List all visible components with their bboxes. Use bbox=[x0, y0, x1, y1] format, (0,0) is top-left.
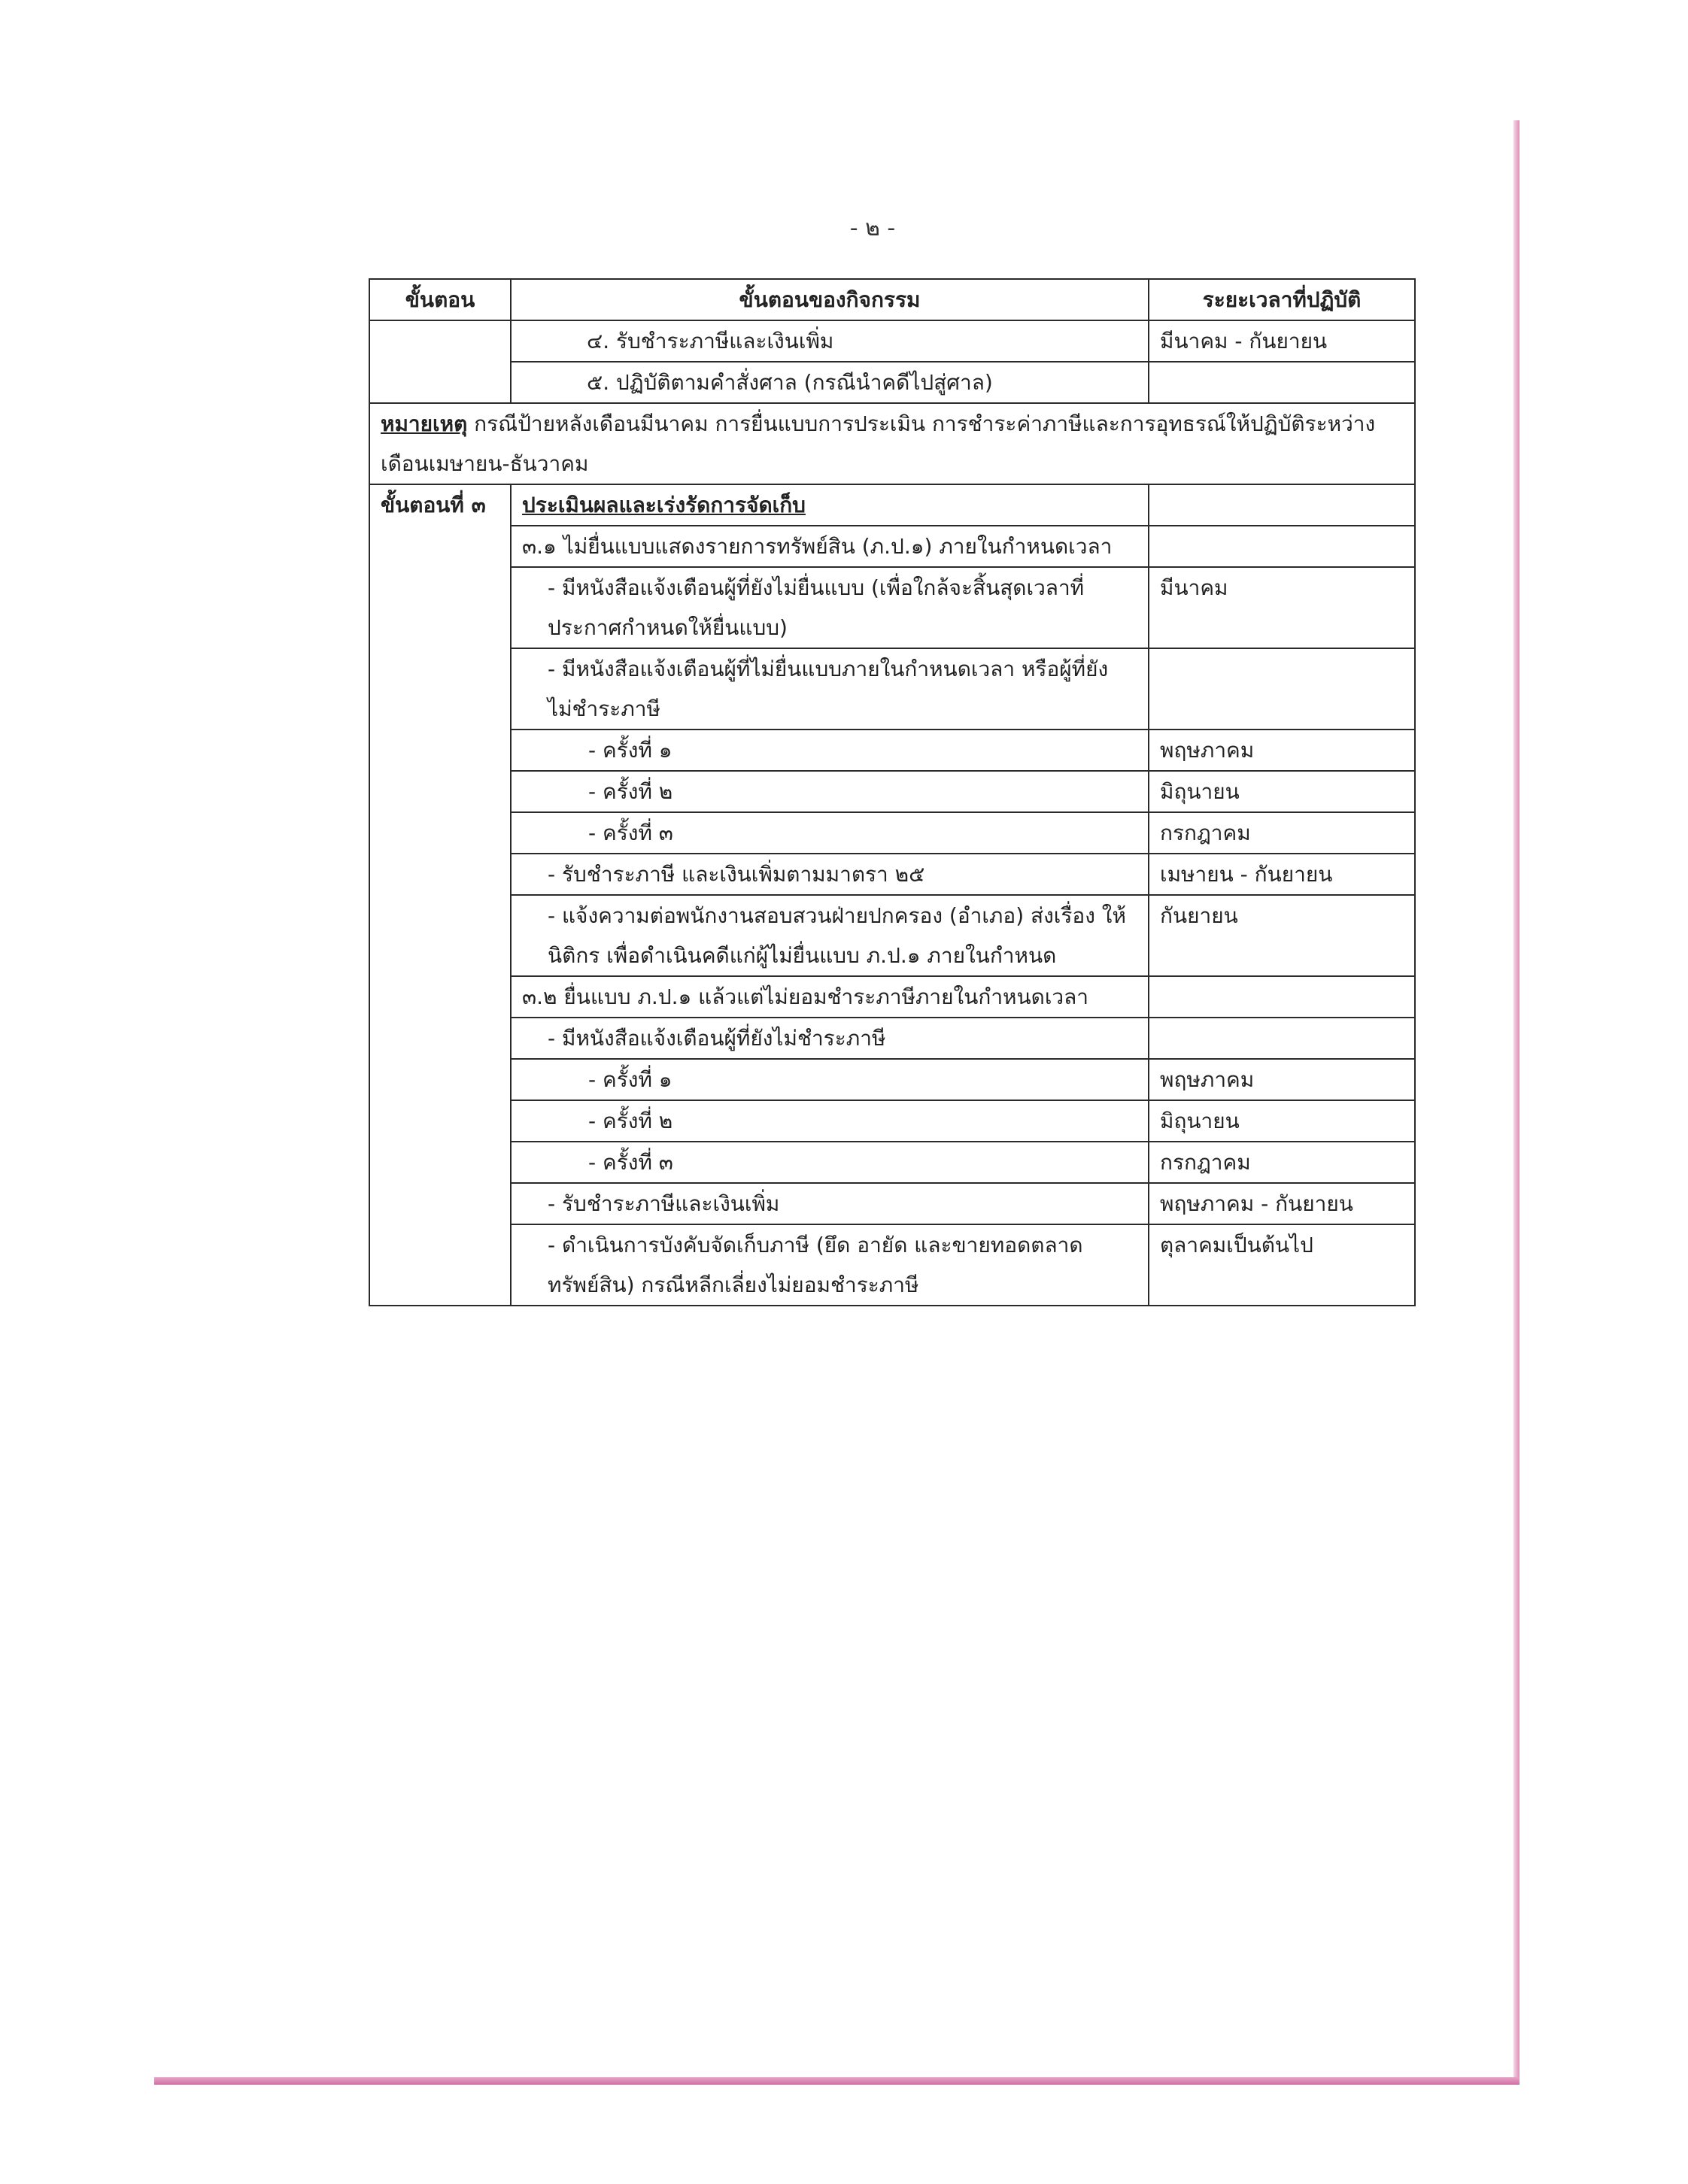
table-row bbox=[369, 1059, 1415, 1100]
activity-cell: ๔. รับชำระภาษีและเงินเพิ่ม bbox=[511, 320, 1149, 362]
activity-cell: - ครั้งที่ ๓ bbox=[511, 812, 1149, 854]
header-step: ขั้นตอน bbox=[369, 279, 511, 320]
note-label: หมายเหตุ bbox=[381, 411, 468, 436]
activity-cell: - มีหนังสือแจ้งเตือนผู้ที่ไม่ยื่นแบบภายในกำหนดเวลา หรือผู้ที่ยัง ไม่ชำระภาษี bbox=[511, 648, 1149, 730]
activity-cell: - รับชำระภาษี และเงินเพิ่มตามมาตรา ๒๕ bbox=[511, 854, 1149, 895]
period-cell bbox=[1149, 976, 1415, 1018]
table-row bbox=[369, 567, 1415, 648]
period-cell bbox=[1149, 484, 1415, 526]
period-cell: ตุลาคมเป็นต้นไป bbox=[1149, 1224, 1415, 1306]
period-cell bbox=[1149, 526, 1415, 567]
activity-cell: - ครั้งที่ ๓ bbox=[511, 1142, 1149, 1183]
page-edge-right bbox=[1513, 120, 1520, 2079]
table-row bbox=[369, 1142, 1415, 1183]
activity-cell: - ครั้งที่ ๑ bbox=[511, 730, 1149, 771]
activity-cell: ๓.๑ ไม่ยื่นแบบแสดงรายการทรัพย์สิน (ภ.ป.๑) ภายในกำหนดเวลา bbox=[511, 526, 1149, 567]
period-cell: มิถุนายน bbox=[1149, 1100, 1415, 1142]
period-cell bbox=[1149, 1018, 1415, 1059]
note-row bbox=[369, 403, 1415, 484]
table-row bbox=[369, 771, 1415, 812]
activity-cell: - ครั้งที่ ๒ bbox=[511, 1100, 1149, 1142]
table-row bbox=[369, 730, 1415, 771]
period-cell: มีนาคม bbox=[1149, 567, 1415, 648]
activity-cell: - ดำเนินการบังคับจัดเก็บภาษี (ยึด อายัด และขายทอดตลาด ทรัพย์สิน) กรณีหลีกเลี่ยงไม่ยอมชำระภาษี bbox=[511, 1224, 1149, 1306]
table-row bbox=[369, 895, 1415, 976]
activity-cell: ๕. ปฏิบัติตามคำสั่งศาล (กรณีนำคดีไปสู่ศาล) bbox=[511, 362, 1149, 403]
step3-label: ขั้นตอนที่ ๓ bbox=[369, 484, 511, 1306]
table-row bbox=[369, 484, 1415, 526]
activity-schedule-table bbox=[369, 278, 1416, 1306]
page-number: - ๒ - bbox=[849, 215, 896, 241]
header-period: ระยะเวลาที่ปฏิบัติ bbox=[1149, 279, 1415, 320]
table-row bbox=[369, 854, 1415, 895]
table-row bbox=[369, 362, 1415, 403]
activity-cell: - รับชำระภาษีและเงินเพิ่ม bbox=[511, 1183, 1149, 1224]
period-cell: พฤษภาคม - กันยายน bbox=[1149, 1183, 1415, 1224]
activity-cell: - แจ้งความต่อพนักงานสอบสวนฝ่ายปกครอง (อำเภอ) ส่งเรื่อง ให้นิติกร เพื่อดำเนินคดีแก่ผู้ไม่ยื่นแบบ ภ.ป.๑ ภายในกำหนด bbox=[511, 895, 1149, 976]
period-cell: กันยายน bbox=[1149, 895, 1415, 976]
period-cell: มีนาคม - กันยายน bbox=[1149, 320, 1415, 362]
step3-title: ประเมินผลและเร่งรัดการจัดเก็บ bbox=[511, 484, 1149, 526]
period-cell: พฤษภาคม bbox=[1149, 730, 1415, 771]
header-activity: ขั้นตอนของกิจกรรม bbox=[511, 279, 1149, 320]
page-edge-bottom bbox=[154, 2077, 1520, 2085]
note-cell bbox=[369, 403, 1415, 484]
table-row bbox=[369, 812, 1415, 854]
period-cell bbox=[1149, 648, 1415, 730]
table-row bbox=[369, 648, 1415, 730]
period-cell bbox=[1149, 362, 1415, 403]
activity-cell: - มีหนังสือแจ้งเตือนผู้ที่ยังไม่ชำระภาษี bbox=[511, 1018, 1149, 1059]
table-row bbox=[369, 976, 1415, 1018]
step-cell-empty bbox=[369, 320, 511, 403]
period-cell: พฤษภาคม bbox=[1149, 1059, 1415, 1100]
period-cell: กรกฎาคม bbox=[1149, 812, 1415, 854]
table-row bbox=[369, 526, 1415, 567]
activity-cell: ๓.๒ ยื่นแบบ ภ.ป.๑ แล้วแต่ไม่ยอมชำระภาษีภายในกำหนดเวลา bbox=[511, 976, 1149, 1018]
period-cell: กรกฎาคม bbox=[1149, 1142, 1415, 1183]
period-cell: เมษายน - กันยายน bbox=[1149, 854, 1415, 895]
table-row bbox=[369, 1100, 1415, 1142]
activity-cell: - มีหนังสือแจ้งเตือนผู้ที่ยังไม่ยื่นแบบ (เพื่อใกล้จะสิ้นสุดเวลาที่ ประกาศกำหนดให้ยื่นแบบ) bbox=[511, 567, 1149, 648]
activity-cell: - ครั้งที่ ๒ bbox=[511, 771, 1149, 812]
table-row bbox=[369, 1224, 1415, 1306]
activity-cell: - ครั้งที่ ๑ bbox=[511, 1059, 1149, 1100]
table-row bbox=[369, 1018, 1415, 1059]
note-text: กรณีป้ายหลังเดือนมีนาคม การยื่นแบบการประเมิน การชำระค่าภาษีและการอุทธรณ์ให้ปฏิบัติระหว่าง เดือนเมษายน-ธันวาคม bbox=[381, 411, 1376, 476]
period-cell: มิถุนายน bbox=[1149, 771, 1415, 812]
table-row bbox=[369, 320, 1415, 362]
table-row bbox=[369, 1183, 1415, 1224]
table-header-row bbox=[369, 279, 1415, 320]
